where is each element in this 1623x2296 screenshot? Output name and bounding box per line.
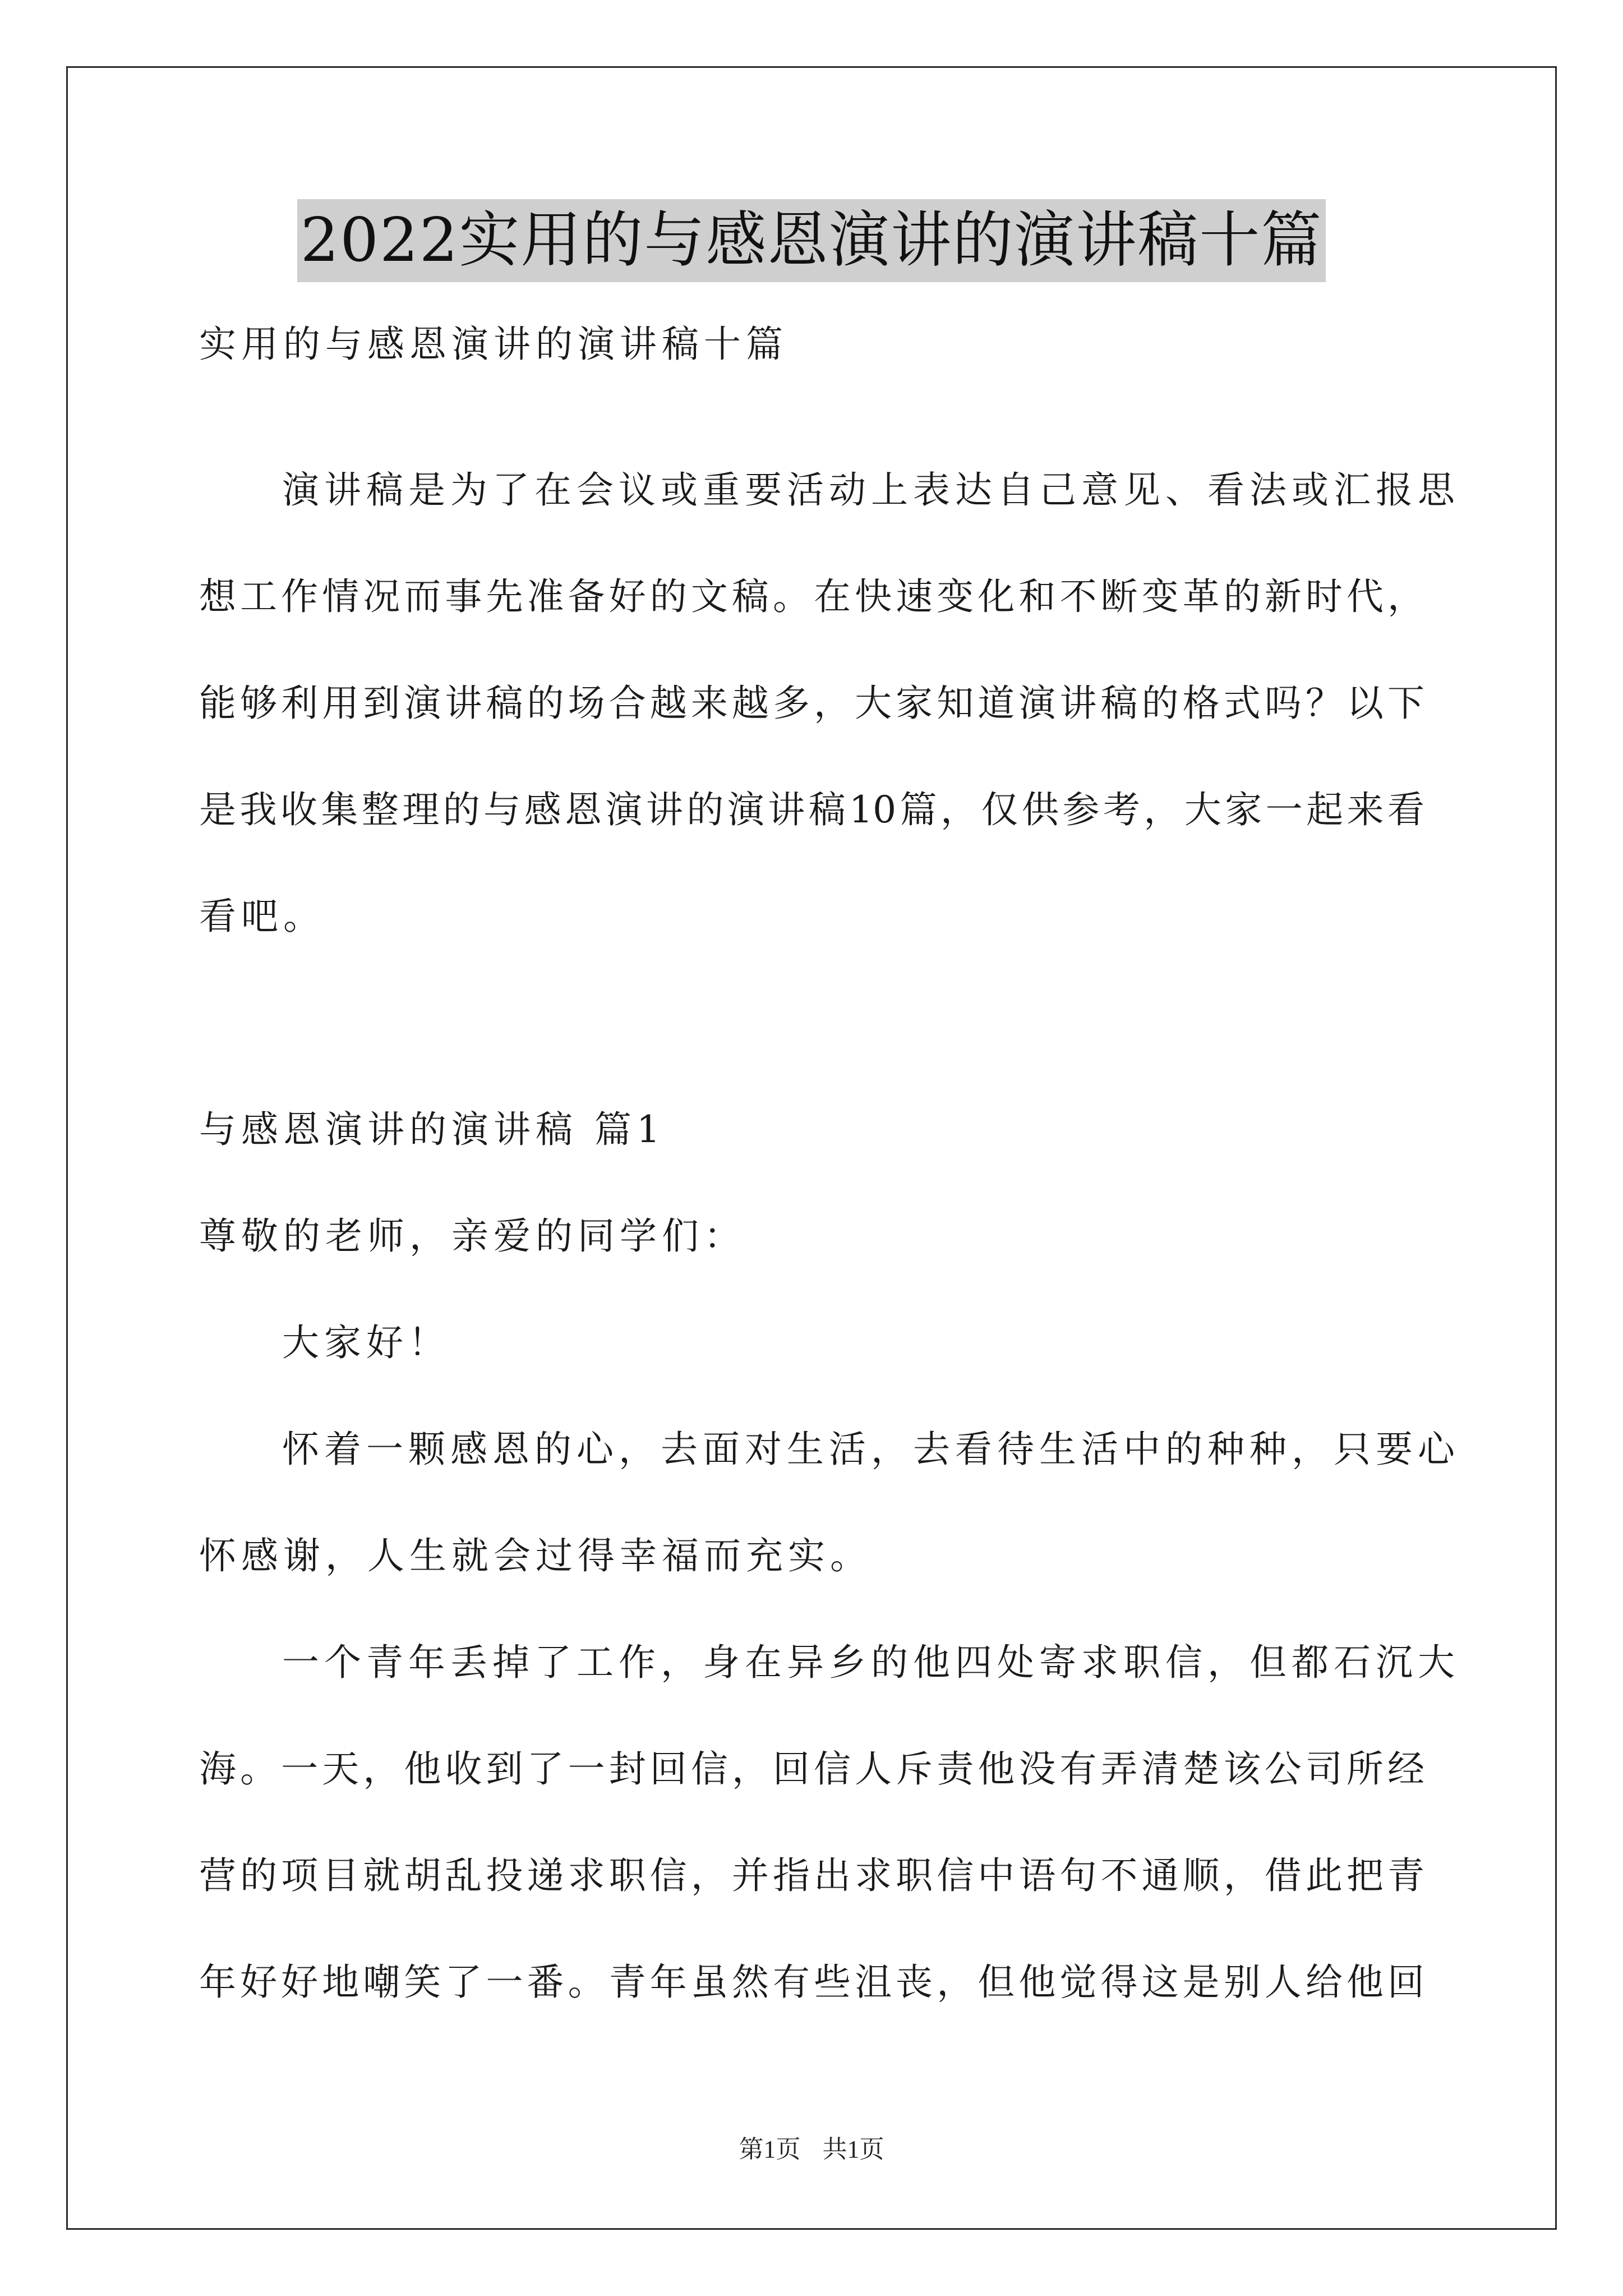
intro-line-2: 想工作情况而事先准备好的文稿。在快速变化和不断变革的新时代， — [199, 575, 1424, 618]
para1-line-2: 怀感谢，人生就会过得幸福而充实。 — [199, 1534, 872, 1577]
intro-line-4: 是我收集整理的与感恩演讲的演讲稿10篇，仅供参考，大家一起来看 — [199, 788, 1424, 831]
intro-line-5: 看吧。 — [199, 895, 325, 938]
para2-line-2: 海。一天，他收到了一封回信，回信人斥责他没有弄清楚该公司所经 — [199, 1747, 1424, 1791]
intro-line-1: 演讲稿是为了在会议或重要活动上表达自己意见、看法或汇报思 — [282, 468, 1460, 512]
greeting: 大家好！ — [282, 1321, 450, 1364]
page-number: 第1页 — [739, 2136, 801, 2163]
para2-line-3: 营的项目就胡乱投递求职信，并指出求职信中语句不通顺，借此把青 — [199, 1854, 1424, 1897]
document-title: 2022实用的与感恩演讲的演讲稿十篇 — [297, 199, 1326, 282]
title-container — [0, 199, 1623, 282]
para1-line-1: 怀着一颗感恩的心，去面对生活，去看待生活中的种种，只要心 — [282, 1428, 1460, 1471]
intro-line-3: 能够利用到演讲稿的场合越来越多，大家知道演讲稿的格式吗？以下 — [199, 682, 1424, 725]
page-footer — [0, 2129, 1623, 2165]
section-heading: 与感恩演讲的演讲稿 篇1 — [199, 1108, 665, 1151]
para2-line-4: 年好好地嘲笑了一番。青年虽然有些沮丧，但他觉得这是别人给他回 — [199, 1961, 1424, 2004]
salutation: 尊敬的老师，亲爱的同学们： — [199, 1214, 746, 1258]
page-total: 共1页 — [822, 2136, 884, 2163]
para2-line-1: 一个青年丢掉了工作，身在异乡的他四处寄求职信，但都石沉大 — [282, 1641, 1460, 1684]
document-subtitle: 实用的与感恩演讲的演讲稿十篇 — [199, 323, 788, 366]
